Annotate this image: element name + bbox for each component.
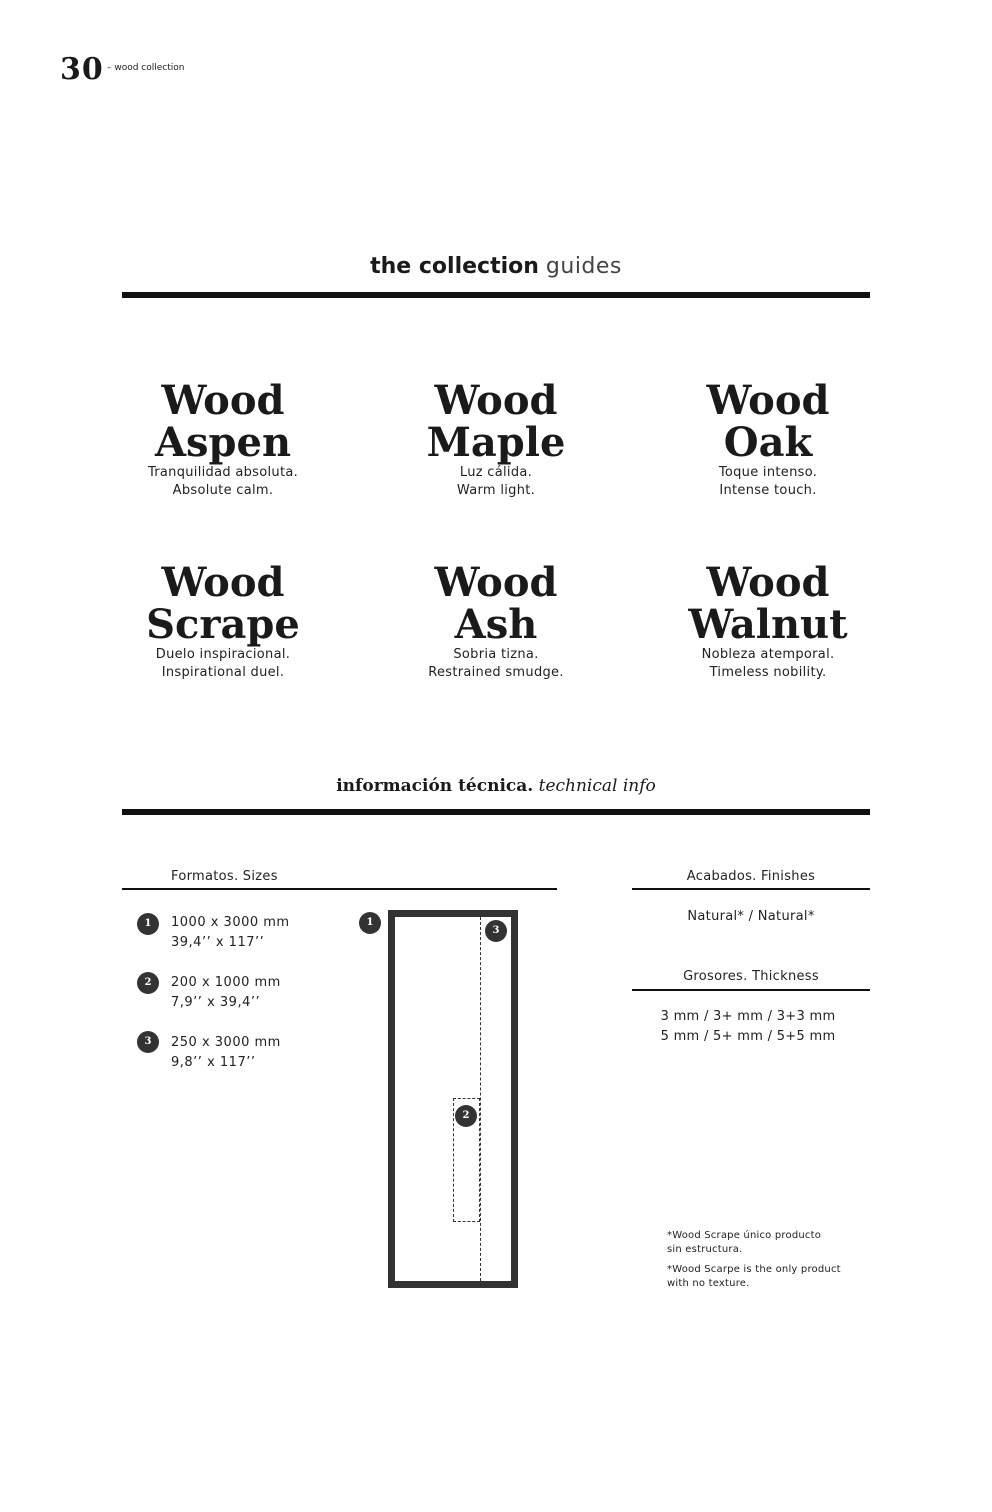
size-metric: 250 x 3000 mm xyxy=(171,1035,281,1050)
thickness-line-2: 5 mm / 5+ mm / 5+5 mm xyxy=(660,1029,836,1044)
size-metric: 200 x 1000 mm xyxy=(171,975,281,990)
section-title-bold: the collection xyxy=(370,254,539,279)
product-tagline-en: Intense touch. xyxy=(719,483,817,498)
running-head: – wood collection xyxy=(107,63,185,73)
page-number: 30 xyxy=(60,52,104,87)
product-name-line2: Aspen xyxy=(154,419,292,466)
product-tagline-es: Sobria tizna. xyxy=(453,647,539,662)
product-wood-maple xyxy=(366,377,626,500)
product-name-line1: Wood xyxy=(161,559,285,606)
product-tagline-es: Nobleza atemporal. xyxy=(701,647,835,662)
product-name-line2: Ash xyxy=(454,601,538,648)
size-metric: 1000 x 3000 mm xyxy=(171,915,290,930)
thickness-rule xyxy=(632,989,870,991)
format-diagram-strip-outline xyxy=(480,917,481,1281)
finishes-heading: Acabados. Finishes xyxy=(686,869,816,884)
product-wood-oak xyxy=(638,377,898,500)
product-wood-scrape xyxy=(93,559,353,682)
size-imperial: 7,9’’ x 39,4’’ xyxy=(171,995,261,1010)
thickness-heading: Grosores. Thickness xyxy=(683,969,819,984)
product-tagline-en: Absolute calm. xyxy=(172,483,274,498)
product-wood-ash xyxy=(366,559,626,682)
sizes-heading: Formatos. Sizes xyxy=(171,869,278,884)
product-tagline-es: Toque intenso. xyxy=(718,465,818,480)
product-wood-walnut xyxy=(638,559,898,682)
product-tagline-en: Restrained smudge. xyxy=(428,665,564,680)
section-divider xyxy=(122,292,870,298)
footnote-es-line1: *Wood Scrape único producto xyxy=(667,1230,822,1241)
footnote-en-line1: *Wood Scarpe is the only product xyxy=(667,1264,841,1275)
product-name-line1: Wood xyxy=(706,559,830,606)
finishes-value: Natural* / Natural* xyxy=(687,909,815,924)
footnote-en-line2: with no texture. xyxy=(667,1278,750,1289)
product-name-line1: Wood xyxy=(161,377,285,424)
product-name-line2: Walnut xyxy=(688,601,848,648)
product-tagline-en: Timeless nobility. xyxy=(709,665,827,680)
section-divider xyxy=(122,809,870,815)
diagram-badge-3: 3 xyxy=(485,920,507,942)
product-tagline-en: Inspirational duel. xyxy=(161,665,285,680)
size-imperial: 9,8’’ x 117’’ xyxy=(171,1055,256,1070)
section-title-bold: información técnica. xyxy=(336,776,534,796)
product-name-line1: Wood xyxy=(434,377,558,424)
size-badge-2: 2 xyxy=(137,972,159,994)
product-name-line1: Wood xyxy=(434,559,558,606)
footnote-es-line2: sin estructura. xyxy=(667,1244,743,1255)
size-imperial: 39,4’’ x 117’’ xyxy=(171,935,265,950)
section-title-light: guides xyxy=(545,254,622,279)
product-tagline-es: Duelo inspiracional. xyxy=(155,647,291,662)
section-title-technical xyxy=(0,776,992,796)
product-tagline-es: Luz cálida. xyxy=(459,465,533,480)
thickness-line-1: 3 mm / 3+ mm / 3+3 mm xyxy=(660,1009,836,1024)
sizes-rule xyxy=(122,888,557,890)
size-badge-1: 1 xyxy=(137,913,159,935)
size-badge-3: 3 xyxy=(137,1031,159,1053)
product-name-line2: Oak xyxy=(723,419,813,466)
finishes-rule xyxy=(632,888,870,890)
diagram-badge-1: 1 xyxy=(359,912,381,934)
section-title-collection xyxy=(0,254,992,279)
product-name-line1: Wood xyxy=(706,377,830,424)
section-title-italic: technical info xyxy=(538,776,656,796)
diagram-badge-2: 2 xyxy=(455,1105,477,1127)
product-wood-aspen xyxy=(93,377,353,500)
product-name-line2: Scrape xyxy=(146,601,300,648)
product-tagline-es: Tranquilidad absoluta. xyxy=(147,465,299,480)
product-name-line2: Maple xyxy=(426,419,566,466)
product-tagline-en: Warm light. xyxy=(456,483,536,498)
